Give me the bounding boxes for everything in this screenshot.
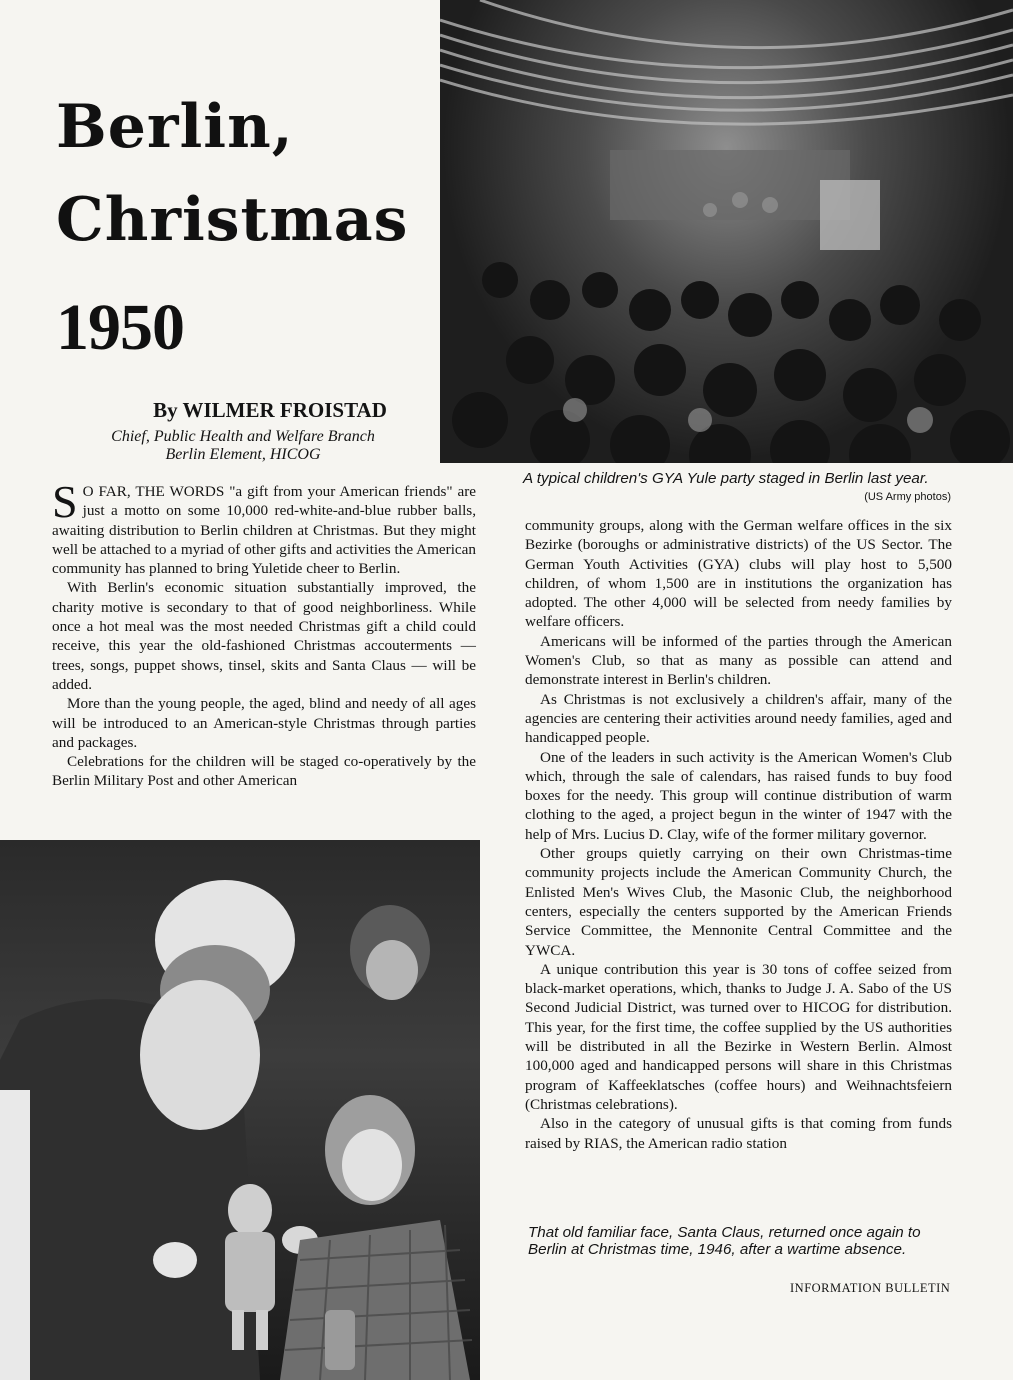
title-line-2: Christmas bbox=[56, 185, 409, 255]
article-right-column bbox=[525, 516, 952, 1153]
paragraph: community groups, along with the German welfare offices in the six Bezirke (boroughs or administrative districts) of the US Sector. The German Youth Activities (GYA) clubs will play host to 5,500 children, of whom 1,500 are in institutions the organization has adopted. The other 4,000 will be selected from needy families by welfare officers. bbox=[525, 517, 952, 631]
santa-photo-illustration bbox=[0, 840, 480, 1380]
paragraph: S O FAR, THE WORDS "a gift from your American friends" are just a motto on some 10,000 red-white-and-blue rubber balls, awaiting distribution to Berlin children at Christmas. But they might well be attached to a myriad of other gifts and activities the American community has planned to bring Yuletide cheer to Berlin. bbox=[52, 476, 476, 578]
paragraph: With Berlin's economic situation substantially improved, the charity motive is secondary to that of good neighborliness. While once a hot meal was the most needed Christmas gift a child could receive, this year the old-fashioned Christmas accouterments — trees, songs, puppet shows, tinsel, skits and Santa Claus — will be added. bbox=[52, 579, 476, 693]
paragraph: One of the leaders in such activity is the American Women's Club which, through the sale of calendars, has raised funds to buy food boxes for the needy. This group will continue distribution of warm clothing to the aged, a project begun in the winter of 1947 with the help of Mrs. Lucius D. Clay, wife of the former military governor. bbox=[525, 748, 952, 843]
photo-credit: (US Army photos) bbox=[864, 491, 951, 503]
author-organization: Berlin Element, HICOG bbox=[165, 446, 321, 463]
santa-photo-caption: That old familiar face, Santa Claus, returned once again to Berlin at Christmas time, 1946, after a wartime absence. bbox=[528, 1224, 921, 1258]
party-photo-caption bbox=[523, 470, 951, 506]
drop-cap: S bbox=[52, 476, 78, 527]
party-caption-text: A typical children's GYA Yule party staged in Berlin last year. bbox=[523, 470, 929, 487]
paragraph: A unique contribution this year is 30 tons of coffee seized from black-market operations, which, thanks to Judge J. A. Sabo of the US Second Judicial District, was turned over to HICOG for distribution. This year, for the first time, the coffee supplied by the US authorities will be distributed in all the Bezirke in Western Berlin. Almost 100,000 aged and handicapped persons will share in this Christmas program of Kaffeeklatsches (coffee hours) and Weihnachtsfeiern (Christmas celebrations). bbox=[525, 960, 952, 1113]
party-photo bbox=[440, 0, 1013, 463]
title-line-1: Berlin, bbox=[56, 92, 294, 162]
publication-footer: INFORMATION BULLETIN bbox=[790, 1281, 951, 1295]
paragraph: Also in the category of unusual gifts is that coming from funds raised by RIAS, the American radio station bbox=[525, 1115, 952, 1152]
paragraph: Americans will be informed of the parties through the American Women's Club, so that as many as possible can attend and demonstrate interest in Berlin's children. bbox=[525, 632, 952, 689]
title-year: 1950 bbox=[56, 291, 184, 364]
santa-photo bbox=[0, 840, 480, 1380]
paragraph: Celebrations for the children will be staged co-operatively by the Berlin Military Post and other American bbox=[52, 753, 476, 790]
author-role: Chief, Public Health and Welfare Branch bbox=[111, 428, 375, 445]
article-left-column bbox=[52, 476, 476, 791]
party-photo-illustration bbox=[440, 0, 1013, 463]
paragraph: More than the young people, the aged, blind and needy of all ages will be introduced to an American-style Christmas through parties and packages. bbox=[52, 695, 476, 751]
paragraph: As Christmas is not exclusively a children's affair, many of the agencies are centering their activities around needy families, aged and handicapped people. bbox=[525, 690, 952, 747]
byline bbox=[120, 398, 420, 423]
byline-prefix: By bbox=[153, 398, 178, 422]
paragraph: Other groups quietly carrying on their own Christmas-time community projects include the American Community Church, the Enlisted Men's Wives Club, the Masonic Club, the neighborhood centers, especially the centers supported by the American Friends Service Committee, the Mennonite Central Committee and the YWCA. bbox=[525, 845, 952, 959]
author-name: WILMER FROISTAD bbox=[182, 398, 387, 422]
